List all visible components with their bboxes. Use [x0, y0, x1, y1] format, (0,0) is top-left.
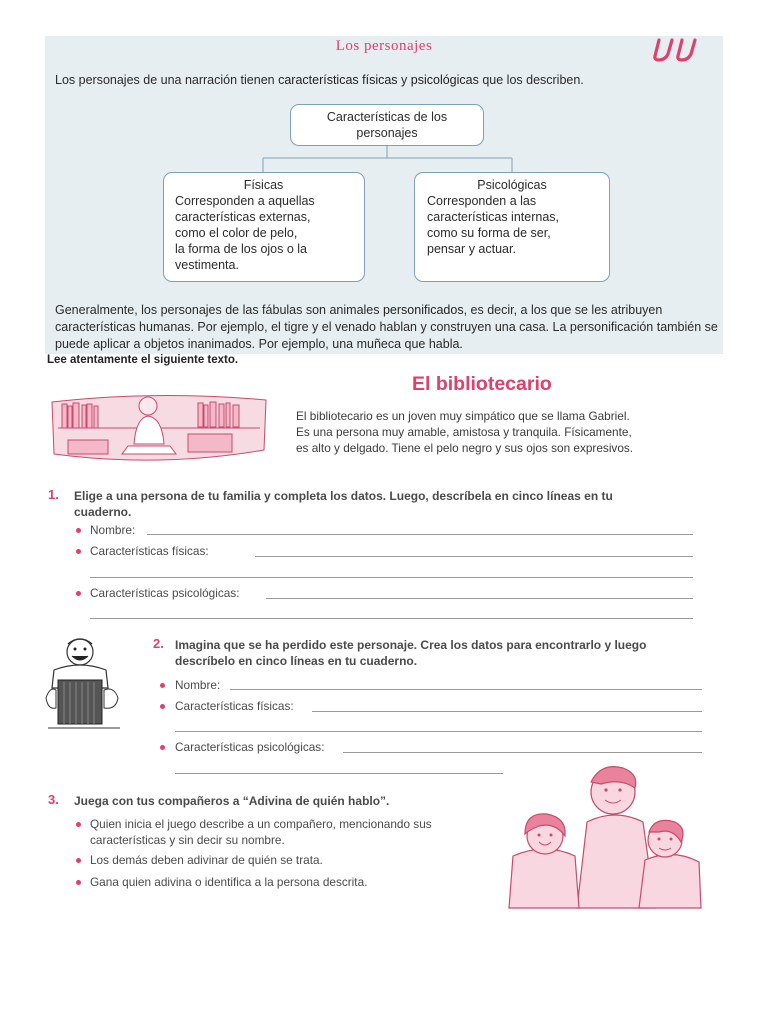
outro-paragraph: Generalmente, los personajes de las fábulas son animales personificados, es decir, a los que se les atribuyen características humanas. Por ejemplo, el tigre y el venado hablan y construyen una casa. La personificación también se puede aplicar a objetos inanimados. Por ejemplo, una muñeca que habla.	[55, 303, 718, 351]
psicologicas-heading: Psicológicas	[477, 178, 547, 192]
q2-number: 2.	[153, 636, 164, 651]
q1-psicologicas-line[interactable]	[266, 598, 693, 599]
q2-line-1: Imagina que se ha perdido este personaje. Crea los datos para encontrarlo y luego	[175, 638, 647, 652]
q2-psicologicas-label: Características psicológicas:	[175, 740, 325, 754]
fisicas-line: como el color de pelo,	[175, 226, 298, 240]
lost-character-illustration	[44, 632, 122, 732]
bullet-icon	[76, 858, 81, 863]
q1-number: 1.	[48, 487, 59, 502]
q2-nombre-label: Nombre:	[175, 678, 221, 692]
diagram-psicologicas-node	[414, 172, 610, 282]
q3-number: 3.	[48, 792, 59, 807]
bullet-icon	[160, 704, 165, 709]
q1-line-2: cuaderno.	[74, 505, 132, 519]
reading-line: Es una persona muy amable, amistosa y tranquila. Físicamente,	[296, 425, 632, 439]
q1-fisicas-line-2[interactable]	[90, 577, 693, 578]
root-line-1: Características de los	[326, 110, 448, 124]
q3-bullet-1	[90, 816, 510, 848]
reading-line: El bibliotecario es un joven muy simpático que se llama Gabriel.	[296, 409, 630, 423]
logo-icon	[651, 36, 705, 62]
q2-psicologicas-line[interactable]	[343, 752, 702, 753]
psicologicas-line: características internas,	[427, 210, 559, 224]
reading-line: es alto y delgado. Tiene el pelo negro y sus ojos son expresivos.	[296, 441, 634, 455]
q1-line-1: Elige a una persona de tu familia y completa los datos. Luego, descríbela en cinco líneas en tu	[74, 489, 613, 503]
psicologicas-line: pensar y actuar.	[427, 242, 516, 256]
fisicas-line: Corresponden a aquellas	[175, 194, 315, 208]
q3-bullet-1-line-2: características y sin decir su nombre.	[90, 833, 285, 847]
q2-line-2: descríbelo en cinco líneas en tu cuaderno.	[175, 654, 418, 668]
section-title: Los personajes	[335, 38, 433, 54]
q3-bullet-2: Los demás deben adivinar de quién se trata.	[90, 853, 323, 867]
q2-nombre-line[interactable]	[230, 689, 702, 690]
bullet-icon	[76, 591, 81, 596]
bullet-icon	[160, 683, 165, 688]
psicologicas-line: como su forma de ser,	[427, 226, 551, 240]
reading-instruction: Lee atentamente el siguiente texto.	[47, 354, 239, 366]
q1-fisicas-line[interactable]	[255, 556, 693, 557]
reading-title: El bibliotecario	[412, 373, 552, 395]
q1-nombre-line[interactable]	[147, 534, 693, 535]
q2-fisicas-line[interactable]	[312, 711, 702, 712]
fisicas-line: características externas,	[175, 210, 311, 224]
bullet-icon	[76, 549, 81, 554]
q2-prompt	[175, 637, 715, 669]
info-box	[45, 36, 723, 354]
fisicas-line: vestimenta.	[175, 258, 239, 272]
bullet-icon	[76, 880, 81, 885]
reading-text	[296, 408, 716, 456]
q2-psicologicas-line-2[interactable]	[175, 773, 503, 774]
q3-bullet-3: Gana quien adivina o identifica a la persona descrita.	[90, 875, 368, 889]
q1-prompt	[74, 488, 714, 520]
librarian-illustration	[48, 388, 270, 468]
q1-psicologicas-line-2[interactable]	[90, 618, 693, 619]
fisicas-line: la forma de los ojos o la	[175, 242, 308, 256]
bullet-icon	[160, 745, 165, 750]
q2-fisicas-line-2[interactable]	[175, 731, 702, 732]
intro-paragraph: Los personajes de una narración tienen características físicas y psicológicas que los describen.	[55, 73, 584, 87]
q3-title: Juega con tus compañeros a “Adivina de quién hablo”.	[74, 794, 390, 808]
psicologicas-line: Corresponden a las	[427, 194, 537, 208]
bullet-icon	[76, 528, 81, 533]
q1-psicologicas-label: Características psicológicas:	[90, 586, 240, 600]
bullet-icon	[76, 822, 81, 827]
children-playing-illustration	[505, 760, 705, 910]
q3-bullet-1-line-1: Quien inicia el juego describe a un compañero, mencionando sus	[90, 817, 432, 831]
q2-fisicas-label: Características físicas:	[175, 699, 294, 713]
fisicas-heading: Físicas	[243, 178, 284, 192]
q1-fisicas-label: Características físicas:	[90, 544, 209, 558]
diagram-root-node	[290, 104, 484, 146]
root-line-2: personajes	[356, 126, 418, 140]
diagram-fisicas-node	[163, 172, 365, 282]
q1-nombre-label: Nombre:	[90, 523, 136, 537]
